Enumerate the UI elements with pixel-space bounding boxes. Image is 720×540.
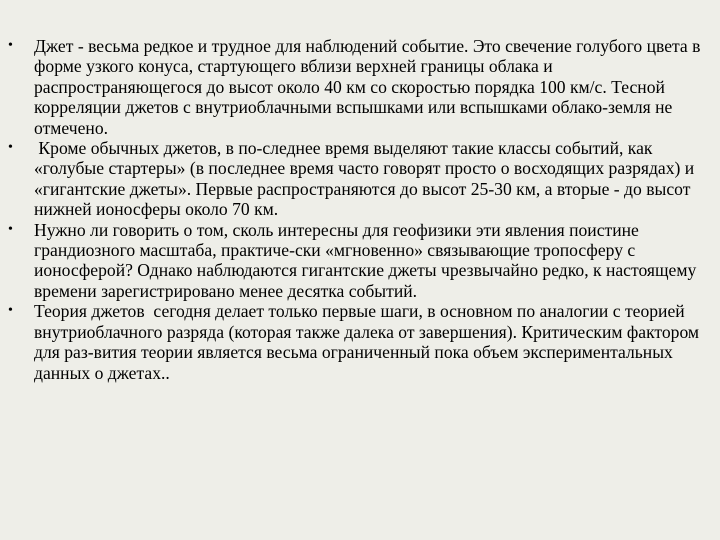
bullet-marker: • <box>8 140 13 156</box>
bullet-marker: • <box>8 303 13 319</box>
bullet-item <box>0 301 702 383</box>
bullet-item <box>0 138 702 220</box>
bullet-item <box>0 36 702 138</box>
bullet-text: Джет - весьма редкое и трудное для наблюдений событие. Это свечение голубого цвета в форме узкого конуса, стартующего вблизи верхней границы облака и распространяющегося до высот около 40 км со скоростью порядка 100 км/с. Тесной корреляции джетов с внутриоблачными вспышками или вспышками облако-земля не отмечено. <box>34 36 701 138</box>
bullet-marker: • <box>8 221 13 237</box>
bullet-marker: • <box>8 38 13 53</box>
bullet-text: Нужно ли говорить о том, сколь интересны для геофизики эти явления поистине грандиозного масштаба, практиче-ски «мгновенно» связывающие тропосферу с ионосферой? Однако наблюдаются гигантские джеты чрезвычайно редко, к настоящему времени зарегистрировано менее десятка событий. <box>34 219 697 301</box>
bullet-item <box>0 220 702 302</box>
bullet-text: Теория джетов сегодня делает только первые шаги, в основном по аналогии с теорией внутриоблачного разряда (которая также далека от завершения). Критическим фактором для раз-вития теории является весьма ограниченный пока объем экспериментальных данных о джетах.. <box>34 301 704 383</box>
bullet-text: Кроме обычных джетов, в по-следнее время выделяют такие классы событий, как «голубые стартеры» (в последнее время часто говорят просто о восходящих разрядах) и «гигантские джеты». Первые распространяются до высот 25-30 км, а вторые - до высот нижней ионосферы около 70 км. <box>34 138 699 220</box>
bullet-list <box>0 36 702 383</box>
